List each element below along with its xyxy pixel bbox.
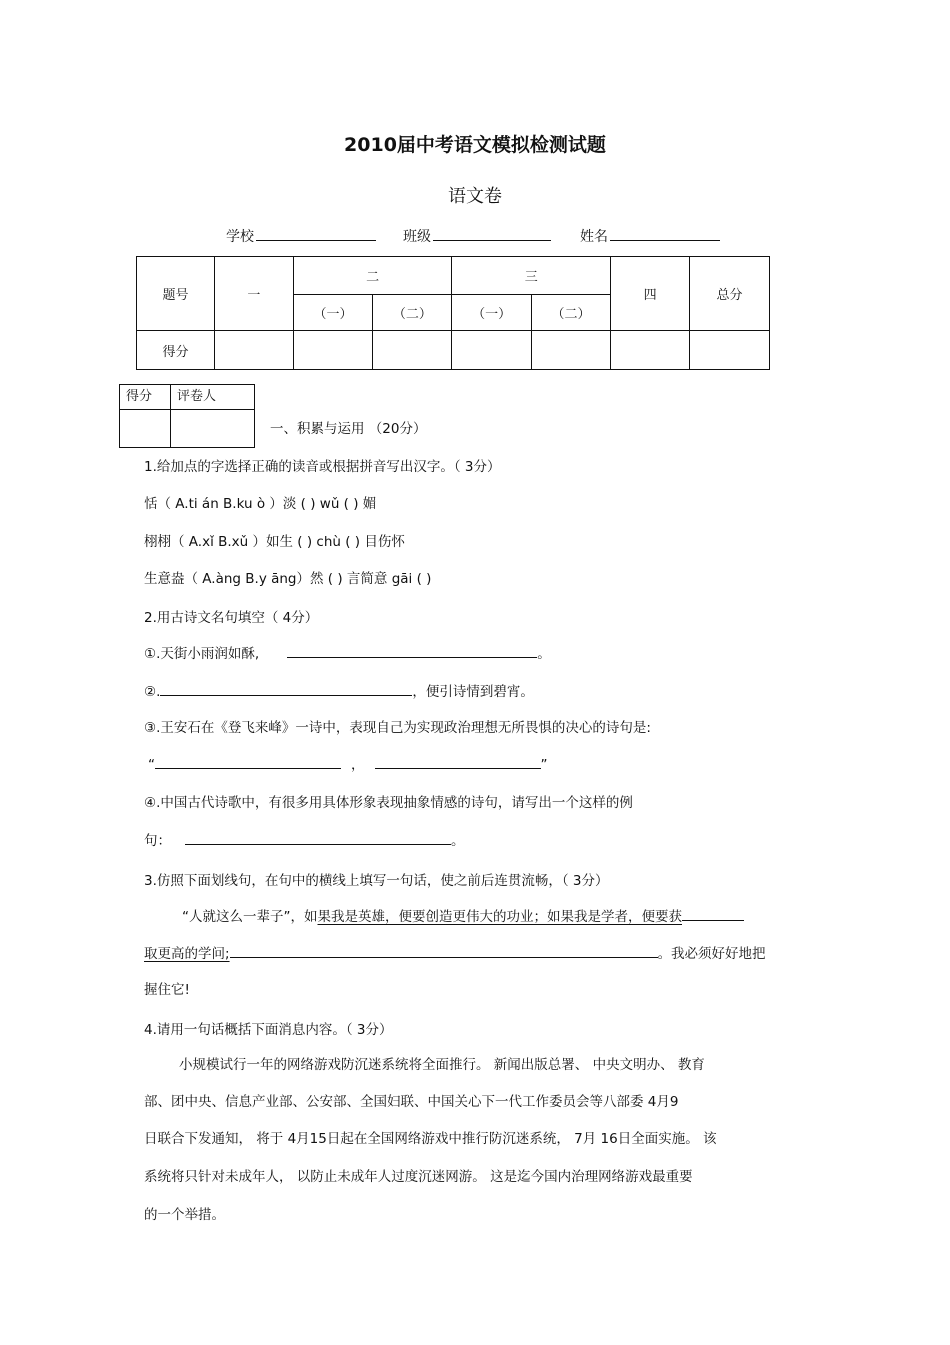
class-blank[interactable] [433,226,551,241]
section-3-header: 三 [452,257,611,295]
q2-item-3-blank-1[interactable] [155,754,341,769]
grader-score-label: 得分 [120,385,171,410]
q2-item-3: ③.王安石在《登飞来峰》一诗中，表现自己为实现政治理想无所畏惧的决心的诗句是: [144,720,651,736]
q2-item-3-blank-2[interactable] [375,754,541,769]
q1-line-2: 栩栩（ A.xǐ B.xǔ ）如生 ( ) chù ( ) 目伤怀 [144,534,405,550]
q4-news-line-3: 日联合下发通知， 将于 4月15日起在全国网络游戏中推行防沉迷系统， 7月 16日全面实施。 该 [144,1131,717,1147]
q3-stem: 3.仿照下面划线句，在句中的横线上填写一句话，使之前后连贯流畅，（ 3分） [144,873,609,889]
section-1-header: 一 [214,257,293,331]
q2-item-3-answer [148,753,548,773]
section-2-sub-1: （一） [293,295,372,331]
q2-item-4-answer [144,829,465,849]
grader-name-cell[interactable] [171,410,255,448]
exam-title: 2010届中考语文模拟检测试题 [344,134,606,156]
q2-item-1 [144,642,551,662]
section-3-sub-1: （一） [452,295,531,331]
total-header: 总分 [690,257,770,331]
score-cell[interactable] [690,331,770,370]
section-1-heading: 一、积累与运用 （20分） [270,421,427,437]
score-cell[interactable] [452,331,531,370]
q3-after-blank: 。我必须好好地把 [657,946,766,962]
grader-score-cell[interactable] [120,410,171,448]
school-label: 学校 [226,229,254,245]
class-label: 班级 [403,229,431,245]
q2-item-3-close-quote: ” [540,757,548,773]
question-number-header: 题号 [137,257,215,331]
school-field[interactable] [226,226,376,246]
q2-item-2 [144,680,534,700]
q2-item-1-blank[interactable] [287,643,537,658]
score-cell[interactable] [611,331,690,370]
grader-box [119,384,255,448]
q3-paragraph-1 [182,905,744,925]
name-field[interactable] [580,226,720,246]
q3-underline-tail [682,906,744,921]
q2-item-4-blank[interactable] [185,830,451,845]
q4-news-line-2: 部、团中央、信息产业部、公安部、全国妇联、中国关心下一代工作委员会等八部委 4月9 [144,1094,679,1110]
q2-item-2-blank[interactable] [160,681,412,696]
name-label: 姓名 [580,229,608,245]
section-2-header: 二 [293,257,452,295]
score-cell[interactable] [214,331,293,370]
q2-item-3-comma: ， [351,757,365,773]
grader-label: 评卷人 [171,385,255,410]
score-table [136,256,770,370]
q3-quote: “人就这么一辈子”，如 [182,909,318,925]
section-2-sub-2: （二） [373,295,452,331]
q1-line-1: 恬（ A.ti án B.ku ò ）淡 ( ) wǔ ( ) 媚 [144,496,377,512]
section-3-sub-2: （二） [531,295,610,331]
q3-answer-blank[interactable] [230,943,658,958]
q1-stem: 1.给加点的字选择正确的读音或根据拼音写出汉字。（ 3分） [144,459,501,475]
q3-underlined-1: 果我是英雄，便要创造更伟大的功业；如果我是学者，便要获 [317,909,682,925]
q4-news-line-1: 小规模试行一年的网络游戏防沉迷系统将全面推行。 新闻出版总署、 中央文明办、 教育 [179,1057,705,1073]
q2-item-4-label: 句： [144,833,171,849]
score-row-label: 得分 [137,331,215,370]
q2-item-2-text: ，便引诗情到碧宵。 [412,684,534,700]
q4-news-line-4: 系统将只针对未成年人， 以防止未成年人过度沉迷网游。 这是迄今国内治理网络游戏最重要 [144,1169,693,1185]
section-4-header: 四 [611,257,690,331]
exam-subtitle: 语文卷 [448,186,502,207]
q2-item-1-text: ①.天街小雨润如酥, [144,646,260,662]
q2-item-2-num: ②. [144,684,161,700]
q2-item-3-open-quote: “ [148,757,155,773]
q3-paragraph-3: 握住它! [144,982,190,998]
name-blank[interactable] [610,226,720,241]
score-cell[interactable] [293,331,372,370]
school-blank[interactable] [256,226,376,241]
q4-stem: 4.请用一句话概括下面消息内容。（ 3分） [144,1022,393,1038]
q1-line-3: 生意盎（ A.àng B.y āng）然 ( ) 言简意 gāi ( ) [144,571,432,587]
q3-underlined-2: 取更高的学问; [144,946,230,962]
q2-item-4-end: 。 [451,833,465,849]
q2-stem: 2.用古诗文名句填空（ 4分） [144,610,319,626]
q4-news-line-5: 的一个举措。 [144,1207,225,1223]
q2-item-1-end: 。 [537,646,551,662]
score-cell[interactable] [531,331,610,370]
class-field[interactable] [403,226,551,246]
q2-item-4: ④.中国古代诗歌中，有很多用具体形象表现抽象情感的诗句，请写出一个这样的例 [144,795,633,811]
score-cell[interactable] [373,331,452,370]
q3-paragraph-2 [144,942,766,962]
